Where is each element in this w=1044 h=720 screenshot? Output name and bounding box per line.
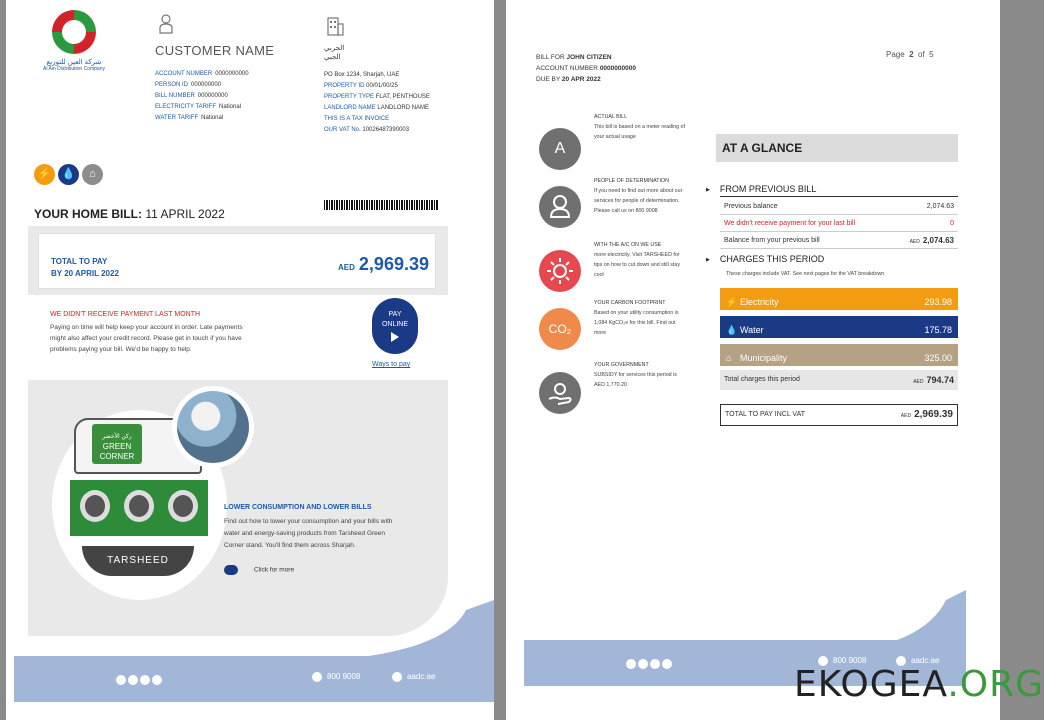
bill-number-field: BILL NUMBER 000000000 bbox=[155, 93, 228, 99]
water-drop-icon: 💧 bbox=[726, 325, 738, 335]
info-icon bbox=[224, 565, 238, 575]
logo-arabic-text: شركة العين للتوزيع bbox=[46, 59, 102, 66]
house-icon: ⌂ bbox=[82, 164, 103, 185]
property-type-field: PROPERTY TYPE FLAT, PENTHOUSE bbox=[324, 94, 430, 100]
electricity-plug-icon: ⚡ bbox=[34, 164, 55, 185]
plug-icon: ⚡ bbox=[726, 297, 738, 307]
tax-invoice-note: THIS IS A TAX INVOICE bbox=[324, 116, 390, 122]
bullet-icon: ▶ bbox=[706, 186, 710, 193]
electricity-tariff-field: ELECTRICITY TARIFF National bbox=[155, 104, 242, 110]
web-icon bbox=[392, 672, 402, 682]
total-to-pay-label: TOTAL TO PAY BY 20 APRIL 2022 bbox=[51, 257, 119, 278]
social-icons bbox=[626, 656, 674, 674]
bullet-icon: ▶ bbox=[706, 256, 710, 263]
charges-this-period-heading: ▶ CHARGES THIS PERIOD bbox=[706, 254, 825, 264]
co2-icon: CO₂ bbox=[539, 308, 581, 350]
building-icon bbox=[326, 16, 344, 36]
facebook-icon[interactable] bbox=[152, 675, 162, 685]
actual-bill-note: ACTUAL BILL This bill is based on a meter reading of your actual usage bbox=[594, 114, 685, 140]
total-incl-vat-box: TOTAL TO PAY INCL VAT AED 2,969.39 bbox=[720, 404, 958, 426]
footer-bar bbox=[14, 656, 494, 702]
municipality-charge-row: ⌂ Municipality 325.00 bbox=[720, 344, 958, 366]
instagram-icon[interactable] bbox=[140, 675, 150, 685]
account-line: ACCOUNT NUMBER 0000000000 bbox=[536, 65, 636, 72]
footer-phone: 800 9008 bbox=[818, 656, 866, 666]
social-icons bbox=[116, 672, 164, 690]
watermark: EKOGEA.ORG bbox=[794, 664, 1044, 705]
actual-bill-icon: A bbox=[539, 128, 581, 170]
person-icon bbox=[539, 186, 581, 228]
address-block bbox=[324, 70, 430, 136]
page-number: Page 2 of 5 bbox=[886, 50, 934, 59]
footer-website[interactable]: aadc.ae bbox=[896, 656, 939, 666]
carbon-footprint-note: YOUR CARBON FOOTPRINT Based on your utility consumption is 1,084 KgCO₂e for this bill. Find out more bbox=[594, 300, 679, 336]
property-id-field: PROPERTY ID 00/01/00/25 bbox=[324, 83, 398, 89]
landlord-field: LANDLORD NAME LANDLORD NAME bbox=[324, 105, 430, 111]
previous-balance-row: Previous balance 2,074.63 bbox=[720, 199, 958, 215]
home-bill-heading: YOUR HOME BILL: 11 APRIL 2022 bbox=[34, 207, 225, 221]
play-arrow-icon bbox=[391, 332, 399, 342]
phone-icon bbox=[312, 672, 322, 682]
government-subsidy-note: YOUR GOVERNMENT SUBSIDY for services this period is AED 1,770.20 bbox=[594, 362, 677, 388]
from-previous-bill-heading: ▶ FROM PREVIOUS BILL bbox=[706, 184, 817, 194]
person-id-field: PERSON ID 000000000 bbox=[155, 82, 222, 88]
lower-consumption-text: Find out how to lower your consumption and your bills with water and energy-saving products from Tarsheed Green Corner stand. You'll find them across Sharjah. bbox=[224, 518, 393, 549]
account-number-field: ACCOUNT NUMBER 0000000000 bbox=[155, 71, 249, 77]
due-line: DUE BY 20 APR 2022 bbox=[536, 76, 601, 83]
arabic-customer-name: الجربي الجبي bbox=[324, 45, 345, 61]
person-icon bbox=[159, 14, 173, 34]
payment-warning-title: WE DIDN'T RECEIVE PAYMENT LAST MONTH bbox=[50, 311, 201, 318]
house-icon: ⌂ bbox=[726, 353, 732, 363]
tarsheed-logo: TARSHEED bbox=[82, 546, 194, 576]
lower-consumption-title: LOWER CONSUMPTION AND LOWER BILLS bbox=[224, 504, 372, 511]
instagram-icon[interactable] bbox=[650, 659, 660, 669]
green-corner-sign: ركن الأخضر GREEN CORNER bbox=[92, 424, 142, 464]
company-logo bbox=[34, 10, 114, 72]
water-tariff-field: WATER TARIFF National bbox=[155, 115, 224, 121]
total-charges-row: Total charges this period AED 794.74 bbox=[720, 370, 958, 390]
customer-name: CUSTOMER NAME bbox=[155, 43, 275, 58]
balance-from-previous-row: Balance from your previous bill AED 2,074.63 bbox=[720, 233, 958, 249]
twitter-icon[interactable] bbox=[116, 675, 126, 685]
subsidy-hand-icon bbox=[539, 372, 581, 414]
logo-mark-icon bbox=[52, 10, 96, 54]
footer-wave bbox=[336, 600, 494, 660]
total-to-pay-box bbox=[38, 233, 436, 289]
twitter-icon[interactable] bbox=[626, 659, 636, 669]
total-to-pay-amount: AED 2,969.39 bbox=[338, 254, 429, 274]
water-charge-row: 💧 Water 175.78 bbox=[720, 316, 958, 338]
footer-phone: 800 9008 bbox=[312, 672, 360, 682]
bill-for-line: BILL FOR JOHN CITIZEN bbox=[536, 54, 612, 61]
people-photo bbox=[172, 386, 254, 468]
bill-for-block bbox=[536, 52, 636, 85]
address-line: PO Box 1234, Sharjah, UAE bbox=[324, 72, 400, 78]
at-a-glance-heading: AT A GLANCE bbox=[716, 134, 958, 162]
water-drop-icon: 💧 bbox=[58, 164, 79, 185]
youtube-icon[interactable] bbox=[638, 659, 648, 669]
charges-note: These charges include VAT. See next pages for the VAT breakdown bbox=[726, 271, 885, 277]
footer-website[interactable]: aadc.ae bbox=[392, 672, 435, 682]
youtube-icon[interactable] bbox=[128, 675, 138, 685]
electricity-charge-row: ⚡ Electricity 293.98 bbox=[720, 288, 958, 310]
logo-english-text: Al Ain Distribution Company bbox=[43, 66, 105, 72]
barcode bbox=[324, 200, 439, 210]
determination-note: PEOPLE OF DETERMINATION If you need to find out more about our services for people of determination. Please call us on 800 9008 bbox=[594, 178, 683, 214]
click-for-more-link[interactable]: Click for more bbox=[224, 565, 294, 575]
bill-page-2 bbox=[506, 0, 1000, 720]
bill-page-1 bbox=[6, 0, 494, 720]
missed-payment-row: We didn't receive payment for your last bill 0 bbox=[720, 216, 958, 232]
sun-icon bbox=[539, 250, 581, 292]
facebook-icon[interactable] bbox=[662, 659, 672, 669]
payment-warning-text: Paying on time will help keep your account in order. Late payments might also affect your credit record. Please get in touch if you have problems paying your bill. We'd be happy to help. bbox=[50, 324, 243, 353]
vat-number-field: OUR VAT No. 10026487390003 bbox=[324, 127, 410, 133]
pay-online-button[interactable]: PAY ONLINE bbox=[372, 298, 418, 354]
account-fields bbox=[155, 69, 249, 124]
utility-icons bbox=[34, 164, 106, 185]
ways-to-pay-link[interactable]: Ways to pay bbox=[372, 361, 411, 368]
ac-tip-note: WITH THE A/C ON WE USE more electricity. Visit TARSHEED for tips on how to cut down and still stay cool bbox=[594, 242, 680, 278]
